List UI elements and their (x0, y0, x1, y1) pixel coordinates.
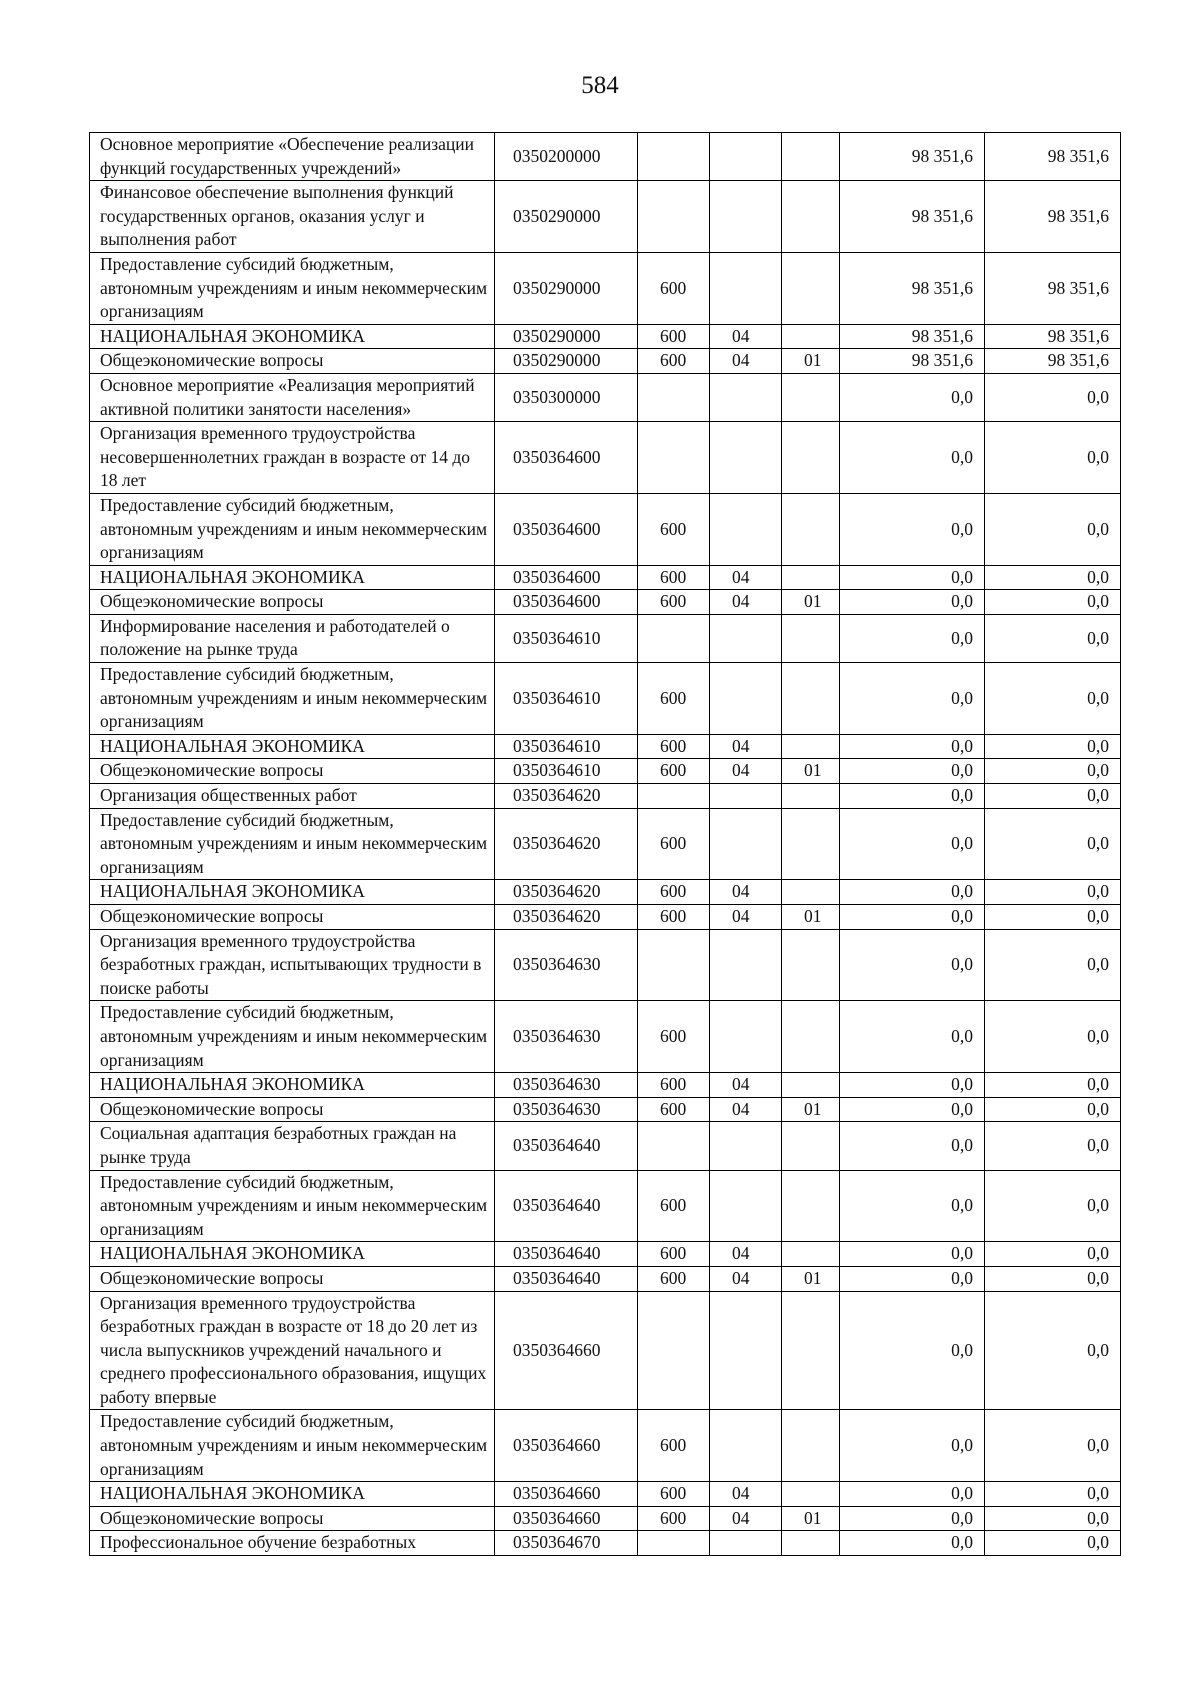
sum2-cell: 0,0 (985, 1482, 1121, 1507)
pr-cell (782, 1242, 840, 1267)
sum2-cell: 98 351,6 (985, 181, 1121, 253)
pr-cell: 01 (782, 905, 840, 930)
name-cell: НАЦИОНАЛЬНАЯ ЭКОНОМИКА (90, 1482, 495, 1507)
sum1-cell: 0,0 (840, 880, 985, 905)
vr-cell: 600 (638, 1073, 710, 1098)
vr-cell: 600 (638, 565, 710, 590)
table-row (90, 590, 1121, 615)
vr-cell (638, 422, 710, 494)
table-row (90, 905, 1121, 930)
sum2-cell: 0,0 (985, 493, 1121, 565)
sum1-cell: 0,0 (840, 1291, 985, 1410)
pr-cell (782, 252, 840, 324)
sum1-cell: 0,0 (840, 1097, 985, 1122)
table-row (90, 734, 1121, 759)
pr-cell (782, 929, 840, 1001)
pr-cell: 01 (782, 349, 840, 374)
rz-cell (710, 929, 782, 1001)
sum2-cell: 0,0 (985, 565, 1121, 590)
table-row (90, 349, 1121, 374)
table-row (90, 1170, 1121, 1242)
table-row (90, 1410, 1121, 1482)
name-cell: НАЦИОНАЛЬНАЯ ЭКОНОМИКА (90, 880, 495, 905)
sum2-cell: 0,0 (985, 1506, 1121, 1531)
name-cell: НАЦИОНАЛЬНАЯ ЭКОНОМИКА (90, 734, 495, 759)
page-number: 584 (581, 72, 619, 99)
pr-cell: 01 (782, 590, 840, 615)
sum2-cell: 0,0 (985, 1073, 1121, 1098)
vr-cell: 600 (638, 1410, 710, 1482)
code-cell: 0350364660 (495, 1291, 638, 1410)
vr-cell (638, 1291, 710, 1410)
pr-cell (782, 880, 840, 905)
code-cell: 0350364640 (495, 1122, 638, 1170)
sum2-cell: 0,0 (985, 1122, 1121, 1170)
table-row (90, 133, 1121, 181)
sum1-cell: 0,0 (840, 422, 985, 494)
rz-cell: 04 (710, 1266, 782, 1291)
name-cell: Основное мероприятие «Реализация мероприятий активной политики занятости населения» (90, 373, 495, 421)
code-cell: 0350364620 (495, 784, 638, 809)
table-row (90, 324, 1121, 349)
table-row (90, 1531, 1121, 1556)
name-cell: Общеэкономические вопросы (90, 1266, 495, 1291)
name-cell: НАЦИОНАЛЬНАЯ ЭКОНОМИКА (90, 1073, 495, 1098)
sum1-cell: 0,0 (840, 1266, 985, 1291)
sum1-cell: 0,0 (840, 590, 985, 615)
code-cell: 0350364610 (495, 734, 638, 759)
sum2-cell: 0,0 (985, 759, 1121, 784)
sum2-cell: 0,0 (985, 880, 1121, 905)
rz-cell (710, 1122, 782, 1170)
name-cell: Профессиональное обучение безработных (90, 1531, 495, 1556)
table-row (90, 422, 1121, 494)
table-row (90, 181, 1121, 253)
name-cell: Финансовое обеспечение выполнения функций государственных органов, оказания услуг и выполнения работ (90, 181, 495, 253)
rz-cell: 04 (710, 565, 782, 590)
sum2-cell: 0,0 (985, 1097, 1121, 1122)
code-cell: 0350364640 (495, 1170, 638, 1242)
sum1-cell: 0,0 (840, 929, 985, 1001)
pr-cell (782, 1531, 840, 1556)
sum1-cell: 0,0 (840, 1531, 985, 1556)
sum2-cell: 0,0 (985, 734, 1121, 759)
sum1-cell: 98 351,6 (840, 181, 985, 253)
rz-cell (710, 422, 782, 494)
pr-cell (782, 422, 840, 494)
name-cell: Общеэкономические вопросы (90, 1097, 495, 1122)
code-cell: 0350364600 (495, 590, 638, 615)
table-row (90, 663, 1121, 735)
name-cell: Социальная адаптация безработных граждан на рынке труда (90, 1122, 495, 1170)
sum1-cell: 0,0 (840, 1170, 985, 1242)
code-cell: 0350364640 (495, 1266, 638, 1291)
sum2-cell: 0,0 (985, 1001, 1121, 1073)
vr-cell: 600 (638, 1482, 710, 1507)
sum2-cell: 0,0 (985, 905, 1121, 930)
vr-cell (638, 784, 710, 809)
vr-cell: 600 (638, 1506, 710, 1531)
rz-cell (710, 133, 782, 181)
table-row (90, 1506, 1121, 1531)
code-cell: 0350200000 (495, 133, 638, 181)
name-cell: Общеэкономические вопросы (90, 349, 495, 374)
name-cell: Организация общественных работ (90, 784, 495, 809)
vr-cell: 600 (638, 734, 710, 759)
vr-cell: 600 (638, 252, 710, 324)
name-cell: Общеэкономические вопросы (90, 590, 495, 615)
vr-cell: 600 (638, 590, 710, 615)
code-cell: 0350364610 (495, 663, 638, 735)
sum2-cell: 0,0 (985, 929, 1121, 1001)
vr-cell: 600 (638, 808, 710, 880)
pr-cell (782, 1073, 840, 1098)
code-cell: 0350364620 (495, 905, 638, 930)
sum1-cell: 0,0 (840, 784, 985, 809)
pr-cell (782, 181, 840, 253)
code-cell: 0350364600 (495, 565, 638, 590)
code-cell: 0350364630 (495, 1001, 638, 1073)
rz-cell (710, 663, 782, 735)
vr-cell: 600 (638, 1001, 710, 1073)
name-cell: Организация временного трудоустройства безработных граждан, испытывающих трудности в поиске работы (90, 929, 495, 1001)
table-row (90, 1122, 1121, 1170)
code-cell: 0350364660 (495, 1482, 638, 1507)
rz-cell: 04 (710, 1482, 782, 1507)
sum1-cell: 0,0 (840, 808, 985, 880)
sum1-cell: 0,0 (840, 1001, 985, 1073)
sum1-cell: 0,0 (840, 1506, 985, 1531)
budget-table (89, 132, 1121, 1556)
sum1-cell: 0,0 (840, 565, 985, 590)
rz-cell (710, 373, 782, 421)
code-cell: 0350364630 (495, 929, 638, 1001)
rz-cell (710, 1001, 782, 1073)
vr-cell: 600 (638, 324, 710, 349)
sum2-cell: 0,0 (985, 1410, 1121, 1482)
rz-cell (710, 1291, 782, 1410)
name-cell: Предоставление субсидий бюджетным, автономным учреждениям и иным некоммерческим организациям (90, 663, 495, 735)
rz-cell: 04 (710, 590, 782, 615)
sum2-cell: 98 351,6 (985, 349, 1121, 374)
code-cell: 0350364610 (495, 614, 638, 662)
pr-cell (782, 1170, 840, 1242)
pr-cell (782, 808, 840, 880)
rz-cell: 04 (710, 1097, 782, 1122)
name-cell: Предоставление субсидий бюджетным, автономным учреждениям и иным некоммерческим организациям (90, 808, 495, 880)
pr-cell (782, 663, 840, 735)
pr-cell (782, 1410, 840, 1482)
table-row (90, 1291, 1121, 1410)
pr-cell (782, 614, 840, 662)
code-cell: 0350290000 (495, 252, 638, 324)
table-row (90, 565, 1121, 590)
sum2-cell: 98 351,6 (985, 133, 1121, 181)
name-cell: Общеэкономические вопросы (90, 1506, 495, 1531)
pr-cell (782, 324, 840, 349)
pr-cell (782, 373, 840, 421)
sum2-cell: 0,0 (985, 590, 1121, 615)
rz-cell (710, 614, 782, 662)
sum2-cell: 0,0 (985, 1170, 1121, 1242)
vr-cell (638, 1531, 710, 1556)
sum2-cell: 0,0 (985, 373, 1121, 421)
table-row (90, 1001, 1121, 1073)
rz-cell (710, 784, 782, 809)
sum1-cell: 98 351,6 (840, 252, 985, 324)
rz-cell (710, 493, 782, 565)
sum2-cell: 0,0 (985, 1291, 1121, 1410)
rz-cell: 04 (710, 905, 782, 930)
pr-cell (782, 1482, 840, 1507)
name-cell: Предоставление субсидий бюджетным, автономным учреждениям и иным некоммерческим организациям (90, 1170, 495, 1242)
sum1-cell: 0,0 (840, 1410, 985, 1482)
vr-cell: 600 (638, 1266, 710, 1291)
sum2-cell: 0,0 (985, 1266, 1121, 1291)
pr-cell (782, 784, 840, 809)
table-row (90, 759, 1121, 784)
vr-cell: 600 (638, 493, 710, 565)
code-cell: 0350364620 (495, 808, 638, 880)
name-cell: Информирование населения и работодателей о положение на рынке труда (90, 614, 495, 662)
name-cell: Общеэкономические вопросы (90, 759, 495, 784)
pr-cell (782, 734, 840, 759)
name-cell: НАЦИОНАЛЬНАЯ ЭКОНОМИКА (90, 565, 495, 590)
table-row (90, 1073, 1121, 1098)
rz-cell (710, 1170, 782, 1242)
vr-cell: 600 (638, 349, 710, 374)
table-row (90, 252, 1121, 324)
rz-cell: 04 (710, 1242, 782, 1267)
sum1-cell: 0,0 (840, 614, 985, 662)
sum2-cell: 98 351,6 (985, 252, 1121, 324)
rz-cell: 04 (710, 759, 782, 784)
vr-cell (638, 1122, 710, 1170)
pr-cell (782, 493, 840, 565)
sum1-cell: 98 351,6 (840, 324, 985, 349)
sum2-cell: 0,0 (985, 808, 1121, 880)
sum1-cell: 0,0 (840, 373, 985, 421)
pr-cell (782, 1291, 840, 1410)
name-cell: НАЦИОНАЛЬНАЯ ЭКОНОМИКА (90, 324, 495, 349)
vr-cell (638, 133, 710, 181)
vr-cell: 600 (638, 1242, 710, 1267)
code-cell: 0350290000 (495, 349, 638, 374)
code-cell: 0350290000 (495, 181, 638, 253)
rz-cell (710, 181, 782, 253)
name-cell: Организация временного трудоустройства несовершеннолетних граждан в возрасте от 14 до 18 лет (90, 422, 495, 494)
table-row (90, 808, 1121, 880)
rz-cell (710, 1410, 782, 1482)
table-row (90, 1266, 1121, 1291)
sum2-cell: 0,0 (985, 784, 1121, 809)
rz-cell (710, 808, 782, 880)
sum2-cell: 0,0 (985, 1242, 1121, 1267)
vr-cell: 600 (638, 905, 710, 930)
sum1-cell: 0,0 (840, 1242, 985, 1267)
pr-cell (782, 133, 840, 181)
table-row (90, 784, 1121, 809)
code-cell: 0350364610 (495, 759, 638, 784)
name-cell: Предоставление субсидий бюджетным, автономным учреждениям и иным некоммерческим организациям (90, 1410, 495, 1482)
name-cell: Предоставление субсидий бюджетным, автономным учреждениям и иным некоммерческим организациям (90, 252, 495, 324)
code-cell: 0350364640 (495, 1242, 638, 1267)
sum1-cell: 0,0 (840, 1482, 985, 1507)
rz-cell: 04 (710, 324, 782, 349)
pr-cell (782, 1122, 840, 1170)
name-cell: Предоставление субсидий бюджетным, автономным учреждениям и иным некоммерческим организациям (90, 493, 495, 565)
rz-cell: 04 (710, 1506, 782, 1531)
code-cell: 0350300000 (495, 373, 638, 421)
code-cell: 0350290000 (495, 324, 638, 349)
table-row (90, 614, 1121, 662)
table-row (90, 880, 1121, 905)
name-cell: Общеэкономические вопросы (90, 905, 495, 930)
vr-cell: 600 (638, 759, 710, 784)
rz-cell: 04 (710, 734, 782, 759)
vr-cell (638, 373, 710, 421)
sum1-cell: 0,0 (840, 734, 985, 759)
pr-cell: 01 (782, 759, 840, 784)
rz-cell: 04 (710, 349, 782, 374)
code-cell: 0350364660 (495, 1506, 638, 1531)
sum2-cell: 98 351,6 (985, 324, 1121, 349)
name-cell: НАЦИОНАЛЬНАЯ ЭКОНОМИКА (90, 1242, 495, 1267)
code-cell: 0350364620 (495, 880, 638, 905)
sum2-cell: 0,0 (985, 663, 1121, 735)
sum1-cell: 98 351,6 (840, 133, 985, 181)
pr-cell (782, 565, 840, 590)
pr-cell (782, 1001, 840, 1073)
code-cell: 0350364630 (495, 1097, 638, 1122)
pr-cell: 01 (782, 1266, 840, 1291)
rz-cell (710, 252, 782, 324)
table-body (90, 133, 1121, 1556)
vr-cell: 600 (638, 880, 710, 905)
table-row (90, 1242, 1121, 1267)
sum2-cell: 0,0 (985, 1531, 1121, 1556)
vr-cell: 600 (638, 663, 710, 735)
sum1-cell: 0,0 (840, 663, 985, 735)
rz-cell: 04 (710, 880, 782, 905)
sum1-cell: 0,0 (840, 905, 985, 930)
sum1-cell: 0,0 (840, 759, 985, 784)
sum1-cell: 98 351,6 (840, 349, 985, 374)
rz-cell (710, 1531, 782, 1556)
rz-cell: 04 (710, 1073, 782, 1098)
sum2-cell: 0,0 (985, 422, 1121, 494)
table-row (90, 1482, 1121, 1507)
name-cell: Организация временного трудоустройства безработных граждан в возрасте от 18 до 20 лет из числа выпускников учреждений начального и среднего профессионального образования, ищущих работу впервые (90, 1291, 495, 1410)
pr-cell: 01 (782, 1097, 840, 1122)
code-cell: 0350364660 (495, 1410, 638, 1482)
code-cell: 0350364600 (495, 493, 638, 565)
name-cell: Предоставление субсидий бюджетным, автономным учреждениям и иным некоммерческим организациям (90, 1001, 495, 1073)
sum1-cell: 0,0 (840, 1122, 985, 1170)
table-row (90, 1097, 1121, 1122)
code-cell: 0350364600 (495, 422, 638, 494)
vr-cell: 600 (638, 1097, 710, 1122)
sum2-cell: 0,0 (985, 614, 1121, 662)
vr-cell: 600 (638, 1170, 710, 1242)
pr-cell: 01 (782, 1506, 840, 1531)
table-row (90, 373, 1121, 421)
sum1-cell: 0,0 (840, 1073, 985, 1098)
table-row (90, 929, 1121, 1001)
name-cell: Основное мероприятие «Обеспечение реализации функций государственных учреждений» (90, 133, 495, 181)
table-row (90, 493, 1121, 565)
vr-cell (638, 929, 710, 1001)
vr-cell (638, 614, 710, 662)
code-cell: 0350364630 (495, 1073, 638, 1098)
code-cell: 0350364670 (495, 1531, 638, 1556)
sum1-cell: 0,0 (840, 493, 985, 565)
vr-cell (638, 181, 710, 253)
